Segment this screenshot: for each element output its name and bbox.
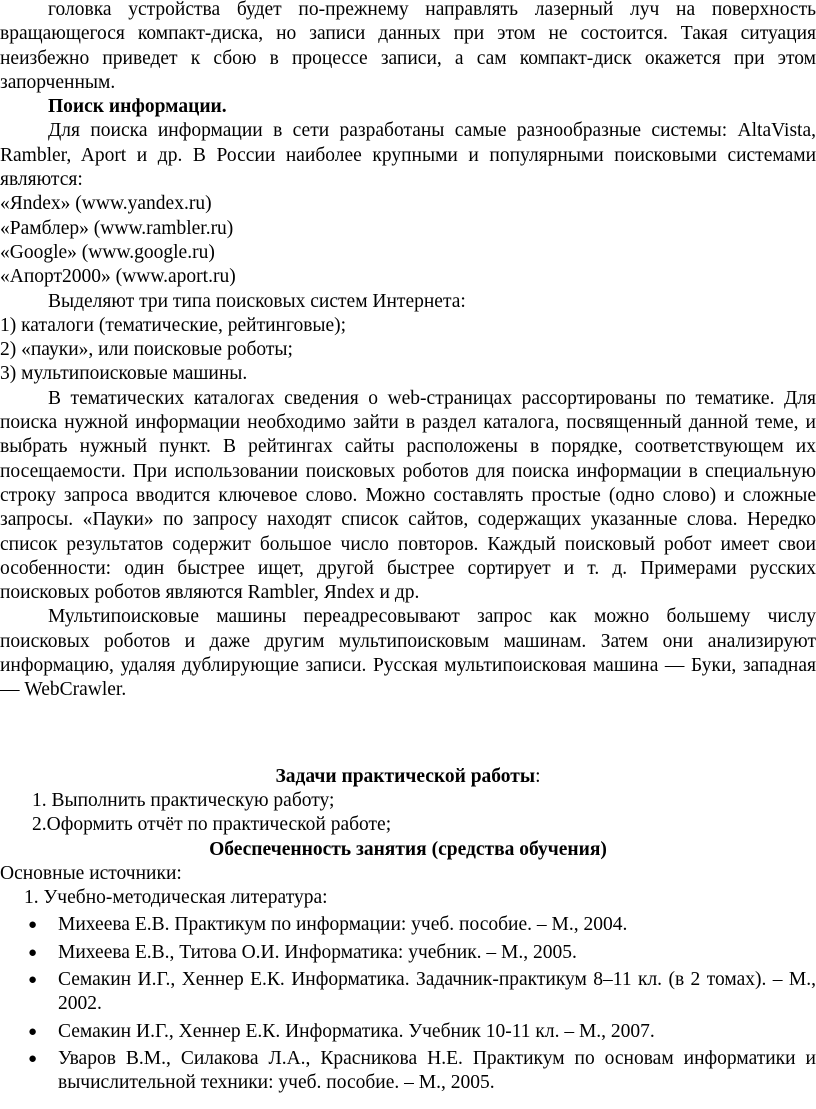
types-list bbox=[0, 314, 816, 387]
paragraph-systems: Для поиска информации в сети разработаны самые разнообразные системы: AltaVista, Rambler, Aport и др. В России наиболее крупными и популярными поисковыми системами являются: bbox=[0, 120, 816, 191]
bullet-icon: ● bbox=[28, 917, 38, 934]
source-item bbox=[0, 1020, 816, 1044]
engine-item: «Google» (www.google.ru) bbox=[0, 241, 215, 263]
heading-tasks-text: Задачи практической работы bbox=[275, 765, 536, 787]
source-item bbox=[0, 941, 816, 965]
source-text: Михеева Е.В. Практикум по информации: учеб. пособие. – М., 2004. bbox=[58, 914, 628, 936]
sources-list bbox=[0, 913, 816, 1095]
bullet-icon: ● bbox=[28, 1050, 38, 1067]
source-text: Семакин И.Г., Хеннер Е.К. Информатика. Учебник 10-11 кл. – М., 2007. bbox=[58, 1020, 655, 1042]
paragraph-catalogs: В тематических каталогах сведения о web-страницах рассортированы по тематике. Для поиска нужной информации необходимо зайти в раздел каталога, посвященный данной теме, и выбрать нужный пункт. В рейтингах сайты расположены в порядке, соответствующем их посещаемости. При использовании поисковых роботов для поиска информации в специальную строку запроса вводится ключевое слово. Можно составлять простые (одно слово) и сложные запросы. «Пауки» по запросу находят список сайтов, содержащих указанные слова. Нередко список результатов содержит большое число повторов. Каждый поисковый робот имеет свои особенности: один быстрее ищет, другой быстрее сортирует и т. д. Примерами русских поисковых роботов являются Rambler, Яndex и др. bbox=[0, 387, 816, 604]
bullet-icon: ● bbox=[28, 944, 38, 961]
sources-numbered-item: 1. Учебно-методическая литература: bbox=[24, 887, 328, 909]
source-text: Михеева Е.В., Титова О.И. Информатика: учебник. – М., 2005. bbox=[58, 941, 577, 963]
source-item bbox=[0, 968, 816, 1017]
source-text: Уваров В.М., Силакова Л.А., Красникова Н.Е. Практикум по основам информатики и вычислительной техники: учеб. пособие. – М., 2005. bbox=[58, 1047, 816, 1094]
bullet-icon: ● bbox=[28, 1023, 38, 1040]
task-item: 1. Выполнить практическую работу; bbox=[32, 789, 335, 811]
sources-title: Основные источники: bbox=[0, 862, 182, 884]
types-intro: Выделяют три типа поисковых систем Интернета: bbox=[48, 290, 466, 312]
heading-tasks bbox=[0, 765, 816, 789]
paragraph-multi: Мультипоисковые машины переадресовывают запрос как можно большему числу поисковых роботов и даже другим мультипоисковым машинам. Затем они анализируют информацию, удаляя дублирующие записи. Русская мультипоисковая машина — Буки, западная — WebCrawler. bbox=[0, 606, 816, 701]
type-item: 3) мультипоисковые машины. bbox=[0, 363, 248, 385]
engine-list bbox=[0, 192, 816, 289]
source-item bbox=[0, 1047, 816, 1096]
type-item: 2) «пауки», или поисковые роботы; bbox=[0, 339, 293, 361]
source-text: Семакин И.Г., Хеннер Е.К. Информатика. Задачник-практикум 8–11 кл. (в 2 томах). – М., 2002. bbox=[58, 968, 816, 1015]
type-item: 1) каталоги (тематические, рейтинговые); bbox=[0, 314, 347, 336]
heading-tasks-colon: : bbox=[535, 765, 541, 787]
engine-item: «Рамблер» (www.rambler.ru) bbox=[0, 217, 234, 239]
heading-search: Поиск информации. bbox=[48, 96, 227, 118]
blank-space bbox=[0, 703, 816, 751]
paragraph-top: головка устройства будет по-прежнему направлять лазерный луч на поверхность вращающегося компакт-диска, но записи данных при этом не состоится. Такая ситуация неизбежно приведет к сбою в процессе записи, а сам компакт-диск окажется при этом запорченным. bbox=[0, 0, 816, 93]
bullet-icon: ● bbox=[28, 971, 38, 988]
task-item: 2.Оформить отчёт по практической работе; bbox=[32, 814, 392, 836]
engine-item: «Апорт2000» (www.aport.ru) bbox=[0, 266, 236, 288]
source-item bbox=[0, 913, 816, 937]
engine-item: «Яndex» (www.yandex.ru) bbox=[0, 193, 212, 215]
tasks-list bbox=[0, 789, 816, 838]
heading-provision: Обеспеченность занятия (средства обучения) bbox=[209, 838, 607, 860]
